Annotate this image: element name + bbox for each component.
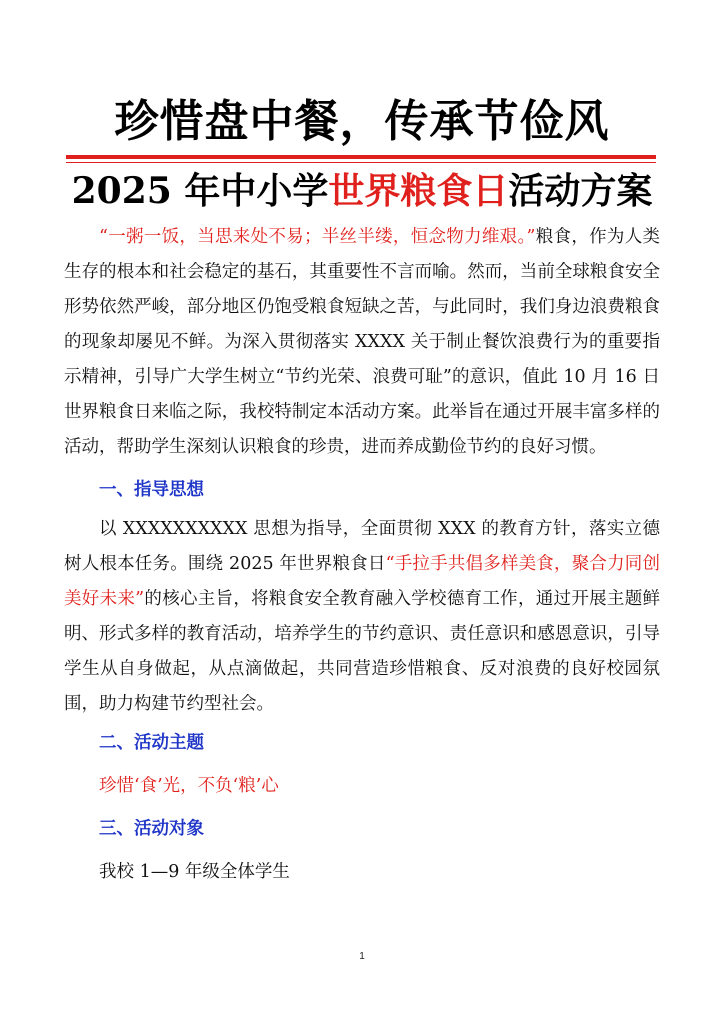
intro-paragraph xyxy=(64,220,660,465)
title-rule-thin xyxy=(66,162,656,163)
title-rule-thick xyxy=(66,155,656,159)
section3-heading: 三、活动对象 xyxy=(99,819,204,839)
main-title: 珍惜盘中餐，传承节俭风 xyxy=(114,96,610,147)
sub-title-part1: 2025 年中小学 xyxy=(71,170,329,212)
intro-quote: “一粥一饭，当思来处不易；半丝半缕，恒念物力维艰。” xyxy=(99,227,536,247)
page-number: 1 xyxy=(359,951,365,962)
sub-title-highlight: 世界粮食日 xyxy=(328,170,509,212)
sub-title-part3: 活动方案 xyxy=(508,170,653,212)
section3-text: 我校 1—9 年级全体学生 xyxy=(99,862,290,882)
section1-text-a: 以 XXXXXXXXXX 思想为指导，全面贯彻 XXX 的教育方针，落实立德树人根本任务。围绕 2025 年世界粮食日 xyxy=(64,519,660,574)
section2-heading: 二、活动主题 xyxy=(99,733,204,753)
section1-heading: 一、指导思想 xyxy=(99,480,204,500)
intro-text: 粮食，作为人类生存的根本和社会稳定的基石，其重要性不言而喻。然而，当前全球粮食安全形势依然严峻，部分地区仍饱受粮食短缺之苦，与此同时，我们身边浪费粮食的现象却屡见不鲜。为深入贯彻落实 XXXX 关于制止餐饮浪费行为的重要指示精神，引导广大学生树立“节约光荣、浪费可耻”的意识，值此 10 月 16 日世界粮食日来临之际，我校特制定本活动方案。此举旨在通过开展丰富多样的活动，帮助学生深刻认识粮食的珍贵，进而养成勤俭节约的良好习惯。 xyxy=(64,227,660,457)
document-body xyxy=(64,220,660,894)
section1-paragraph xyxy=(64,512,660,722)
section1-text-b: 的核心主旨，将粮食安全教育融入学校德育工作，通过开展主题鲜明、形式多样的教育活动，培养学生的节约意识、责任意识和感恩意识，引导学生从自身做起，从点滴做起，共同营造珍惜粮食、反对浪费的良好校园氛围，助力构建节约型社会。 xyxy=(64,589,660,714)
sub-title xyxy=(0,165,724,217)
section1-theme-quote: “手拉手共倡多样美食，聚合力同创美好未来” xyxy=(64,554,660,609)
section2-theme: 珍惜‘食’光，不负‘粮’心 xyxy=(99,776,279,796)
